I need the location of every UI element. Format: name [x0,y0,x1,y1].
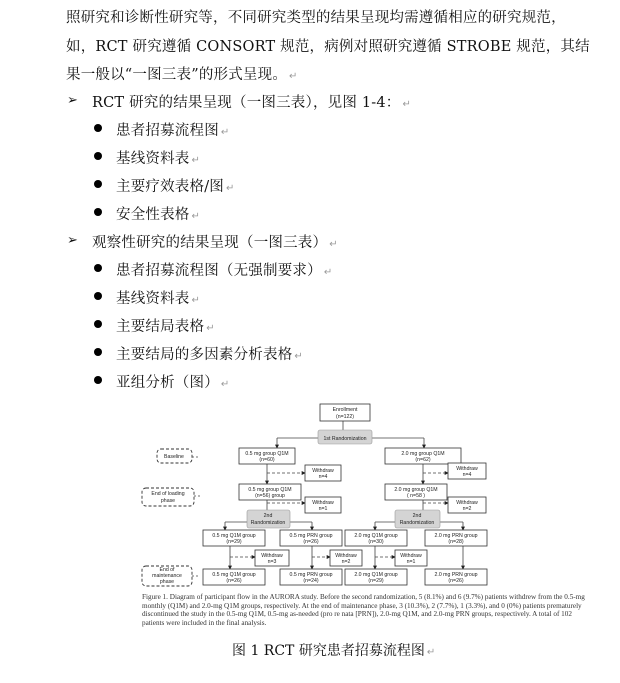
flowchart-text: (n=30) [368,539,384,545]
flowchart-text: 2.0 mg group Q1M [394,487,438,493]
return-mark-icon: ↵ [206,323,215,334]
flowchart-text: 2.0 mg Q1M group [354,572,398,578]
enrollment-n: (n=122) [335,414,355,420]
flowchart-text: 0.5 mg group Q1M [245,451,289,457]
flowchart-text: 0.5 mg Q1M group [212,572,256,578]
flowchart-text: (n=29) [368,578,384,584]
flowchart-text: Withdraw [261,553,283,559]
return-mark-icon: ↵ [329,239,338,250]
list-item: 基线资料表 ↵ [116,291,201,307]
flowchart-text: n=1 [318,506,328,512]
randomization-1-label: 1st Randomization [323,436,367,442]
flowchart-text: 2.0 mg group Q1M [401,451,445,457]
flowchart-text: 0.5 mg Q1M group [212,533,256,539]
return-mark-icon: ↵ [220,127,230,138]
return-mark-icon: ↵ [294,351,303,362]
flowchart-text: Withdraw [400,553,422,559]
flowchart-text: Withdraw [456,466,478,472]
return-mark-icon: ↵ [289,71,298,82]
flowchart-text: Withdraw [456,500,478,506]
flowchart-text: (n=26) [303,539,319,545]
flowchart-text: (n=56) group [255,493,285,499]
flowchart-text: (n=60) [259,457,275,463]
list-item: 基线资料表 ↵ [116,151,201,167]
flowchart-text: ( n=58 ) [406,493,426,499]
flowchart-text: 2nd [412,513,422,519]
flowchart-text: (n=24) [303,578,319,584]
flowchart-text: End of loading [151,491,185,497]
flowchart-text: phase [160,498,176,504]
return-mark-icon: ↵ [191,211,201,222]
return-mark-icon: ↵ [402,99,412,110]
flowchart-text: 2.0 mg PRN group [434,572,478,578]
caption-line: discontinued the study in the 0.5-mg Q1M, 0.5-mg as-needed (pro re nata [PRN]), 2.0-mg Q1M, and 2.0-mg PRN groups, respectively. A total of 102 [142,610,572,619]
flowchart-text: n=4 [318,474,328,480]
figure-title: 图 1 RCT 研究患者招募流程图 ↵ [232,643,436,659]
return-mark-icon: ↵ [191,155,201,166]
list-item: 亚组分析（图） ↵ [116,375,230,391]
list-item: 患者招募流程图 ↵ [116,123,230,139]
flowchart-text: phase [159,579,175,585]
list-item: 主要疗效表格/图 ↵ [116,179,235,195]
enrollment-label: Enrollment [332,407,358,413]
flowchart-text: Withdraw [335,553,357,559]
flowchart-text: n=3 [267,559,277,565]
flowchart-text: End of [159,567,175,573]
flowchart-text: maintenance [152,573,182,579]
return-mark-icon: ↵ [426,647,436,658]
figure-caption [142,593,585,627]
flowchart-text: 0.5 mg PRN group [289,533,333,539]
flowchart-text: (n=62) [415,457,431,463]
flowchart-text: (n=28) [448,539,464,545]
flowchart-text: Withdraw [312,500,334,506]
flowchart-text: (n=29) [226,539,242,545]
list-item: 安全性表格 ↵ [116,207,201,223]
paragraph-text: 如，RCT 研究遵循 CONSORT 规范，病例对照研究遵循 STROBE 规范，其结 [66,39,590,55]
flowchart-text: 2nd [263,513,273,519]
list-item: 患者招募流程图（无强制要求） ↵ [116,263,333,279]
caption-line: Figure 1. Diagram of participant flow in the AURORA study. Before the second randomization, 5 (8.1%) and 6 (9.7%) patients withdrew from the 0.5-mg [142,593,585,601]
flowchart-text: n=2 [462,506,472,512]
flowchart-text: 0.5 mg group Q1M [248,487,292,493]
return-mark-icon: ↵ [226,183,235,194]
return-mark-icon: ↵ [323,267,333,278]
caption-line: monthly (Q1M) and 2.0-mg Q1M groups, respectively. At the end of maintenance phase, 3 (10.3%), 2 (7.7%), 1 (3.3%), and 0 (0%) patients prematurely [142,601,582,610]
flowchart-text: (n=26) [448,578,464,584]
return-mark-icon: ↵ [220,379,230,390]
flowchart-text: n=2 [341,559,351,565]
flowchart-text: 2.0 mg Q1M group [354,533,398,539]
flowchart-text: Withdraw [312,468,334,474]
list-item: 主要结局的多因素分析表格 ↵ [116,347,303,363]
caption-line: patients were included in the final analysis. [142,618,267,627]
flowchart-text: 0.5 mg PRN group [289,572,333,578]
flowchart-text: n=1 [406,559,416,565]
flowchart-text: Randomization [250,520,286,526]
paragraph-text: 果一般以“一图三表”的形式呈现。 [66,67,288,83]
flowchart-text: Baseline [164,454,184,460]
arrow-bullet-icon: ➢ [67,233,78,248]
section-heading-observational: 观察性研究的结果呈现（一图三表） ↵ [92,235,338,251]
arrow-bullet-icon: ➢ [67,93,78,108]
flowchart-text: n=4 [462,472,472,478]
return-mark-icon: ↵ [191,295,201,306]
flowchart-text: Randomization [399,520,435,526]
flowchart-text: (n=26) [226,578,242,584]
paragraph-text: 照研究和诊断性研究等，不同研究类型的结果呈现均需遵循相应的研究规范， [66,10,566,26]
list-item: 主要结局表格 ↵ [116,319,215,335]
section-heading-rct: RCT 研究的结果呈现（一图三表），见图 1-4： ↵ [92,95,412,111]
flowchart-text: 2.0 mg PRN group [434,533,478,539]
